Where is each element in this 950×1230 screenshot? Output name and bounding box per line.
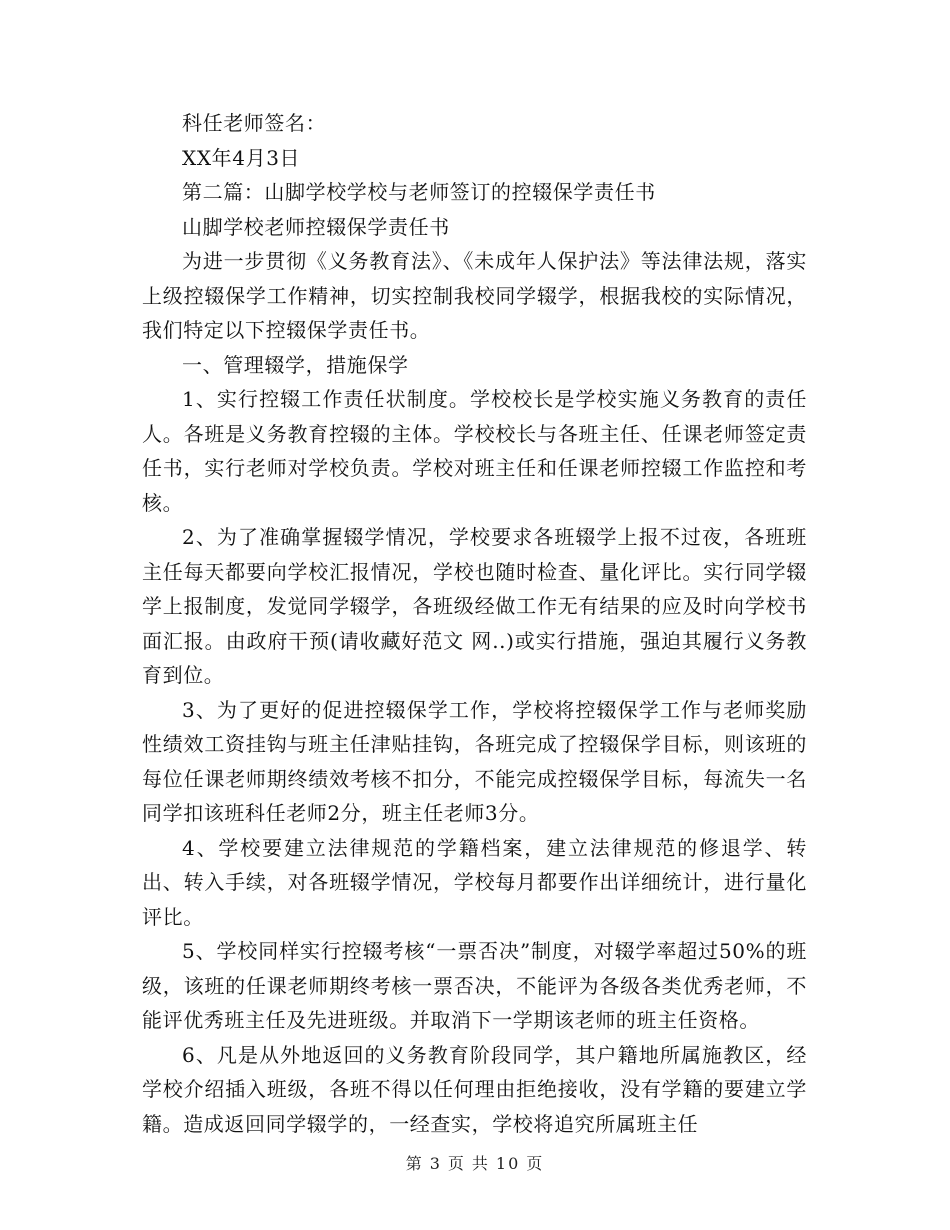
footer-page-word: 页 xyxy=(447,1154,466,1173)
document-title: 山脚学校老师控辍保学责任书 xyxy=(182,214,450,239)
section-heading: 第二篇：山脚学校学校与老师签订的控辍保学责任书 xyxy=(182,180,656,204)
footer-total-word: 共 xyxy=(471,1154,490,1173)
signature-line: 科任老师签名： xyxy=(182,111,327,135)
item-paragraph-5: 5、学校同样实行控辍考核“一票否决”制度，对辍学率超过50%的班级，该班的任课老师期终考核一票否决，不能评为各级各类优秀老师，不能评优秀班主任及先进班级。并取消下一学期该老师的班主任资格。 xyxy=(142,939,807,1032)
footer-current-page: 3 xyxy=(429,1154,442,1173)
document-body xyxy=(142,106,807,1141)
footer-prefix: 第 xyxy=(405,1154,424,1173)
item-paragraph-3: 3、为了更好的促进控辍保学工作，学校将控辍保学工作与老师奖励性绩效工资挂钩与班主任津贴挂钩，各班完成了控辍保学目标，则该班的每位任课老师期终绩效考核不扣分，不能完成控辍保学目标，每流失一名同学扣该班科任老师2分，班主任老师3分。 xyxy=(142,697,807,825)
item-paragraph-6: 6、凡是从外地返回的义务教育阶段同学，其户籍地所属施教区，经学校介绍插入班级，各班不得以任何理由拒绝接收，没有学籍的要建立学籍。造成返回同学辍学的，一经查实，学校将追究所属班主任 xyxy=(142,1042,807,1136)
item-paragraph-1: 1、实行控辍工作责任状制度。学校校长是学校实施义务教育的责任人。各班是义务教育控辍的主体。学校校长与各班主任、任课老师签定责任书，实行老师对学校负责。学校对班主任和任课老师控辍工作监控和考核。 xyxy=(142,387,807,515)
subsection-heading: 一、管理辍学，措施保学 xyxy=(182,352,409,377)
intro-paragraph: 为进一步贯彻《义务教育法》、《未成年人保护法》等法律法规，落实上级控辍保学工作精神，切实控制我校同学辍学，根据我校的实际情况，我们特定以下控辍保学责任书。 xyxy=(142,249,807,342)
footer-total-pages: 10 xyxy=(495,1154,521,1173)
item-paragraph-2: 2、为了准确掌握辍学情况，学校要求各班辍学上报不过夜，各班班主任每天都要向学校汇报情况，学校也随时检查、量化评比。实行同学辍学上报制度，发觉同学辍学，各班级经做工作无有结果的应及时向学校书面汇报。由政府干预(请收藏好范文 网..)或实行措施，强迫其履行义务教育到位。 xyxy=(142,525,807,687)
item-paragraph-4: 4、学校要建立法律规范的学籍档案，建立法律规范的修退学、转出、转入手续，对各班辍学情况，学校每月都要作出详细统计，进行量化评比。 xyxy=(142,835,807,929)
page-footer xyxy=(0,1151,950,1174)
date-line: XX年4月3日 xyxy=(182,145,301,170)
footer-suffix: 页 xyxy=(526,1154,545,1173)
